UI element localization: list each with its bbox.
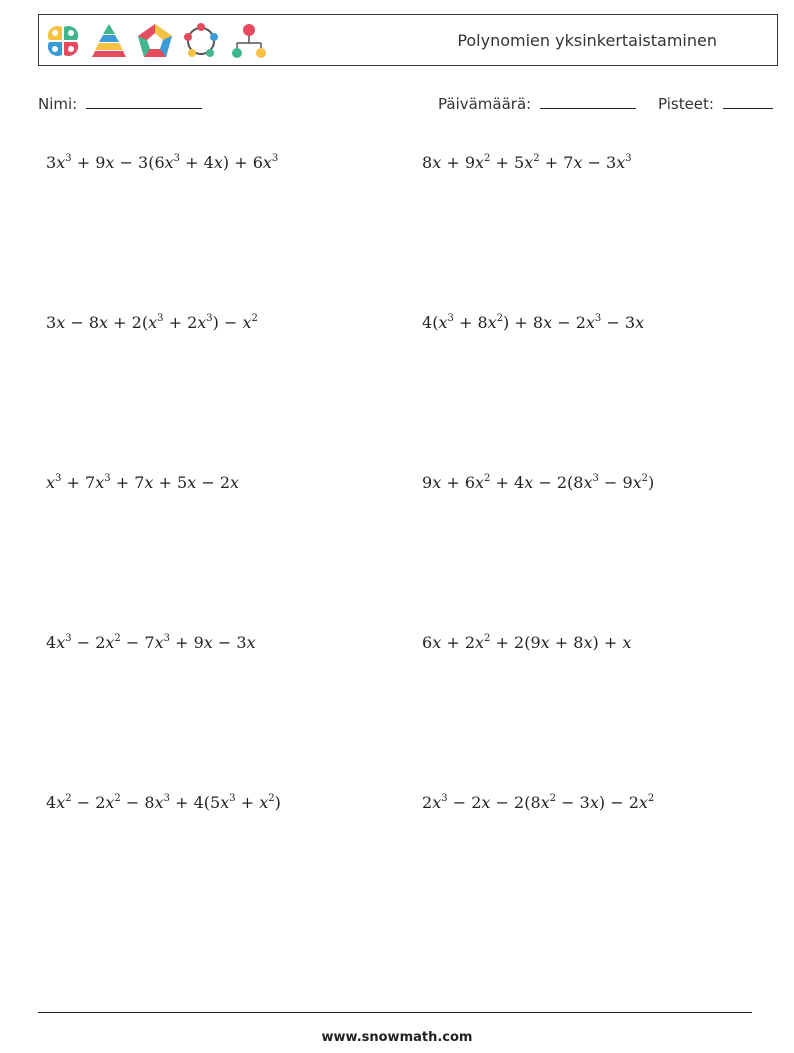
worksheet-header: [38, 14, 778, 66]
problem-2: $8x + 9x^2 + 5x^2 + 7x - 3x^3$: [422, 153, 632, 172]
problem-6: $9x + 6x^2 + 4x - 2(8x^3 - 9x^2)$: [422, 473, 655, 492]
score-field: [658, 94, 773, 113]
footer-url: www.snowmath.com: [321, 1030, 473, 1045]
date-blank: [540, 94, 636, 109]
pentagon-icon: [135, 21, 175, 61]
problem-9: $4x^2 - 2x^2 - 8x^3 + 4(5x^3 + x^2)$: [46, 793, 281, 812]
problem-5: $x^3 + 7x^3 + 7x + 5x - 2x$: [46, 473, 240, 492]
tree-diagram-icon: [227, 21, 267, 61]
name-field: [38, 94, 202, 113]
page-title: Polynomien yksinkertaistaminen: [457, 31, 717, 50]
problem-7: $4x^3 - 2x^2 - 7x^3 + 9x - 3x$: [46, 633, 256, 652]
pyramid-icon: [89, 21, 129, 61]
petal-numbers-icon: [43, 21, 83, 61]
footer-divider: [38, 1012, 752, 1013]
name-label: Nimi:: [38, 95, 78, 113]
cycle-icon: [181, 21, 221, 61]
problem-3: $3x - 8x + 2(x^3 + 2x^3) - x^2$: [46, 313, 258, 332]
problem-4: $4(x^3 + 8x^2) + 8x - 2x^3 - 3x$: [422, 313, 645, 332]
problem-8: $6x + 2x^2 + 2(9x + 8x) + x$: [422, 633, 632, 652]
score-label: Pisteet:: [658, 95, 714, 113]
problem-1: $3x^3 + 9x - 3(6x^3 + 4x) + 6x^3$: [46, 153, 279, 172]
name-blank: [86, 94, 202, 109]
score-blank: [723, 94, 773, 109]
date-field: [438, 94, 636, 113]
problem-10: $2x^3 - 2x - 2(8x^2 - 3x) - 2x^2$: [422, 793, 655, 812]
logo-strip: [43, 21, 267, 61]
date-label: Päivämäärä:: [438, 95, 532, 113]
